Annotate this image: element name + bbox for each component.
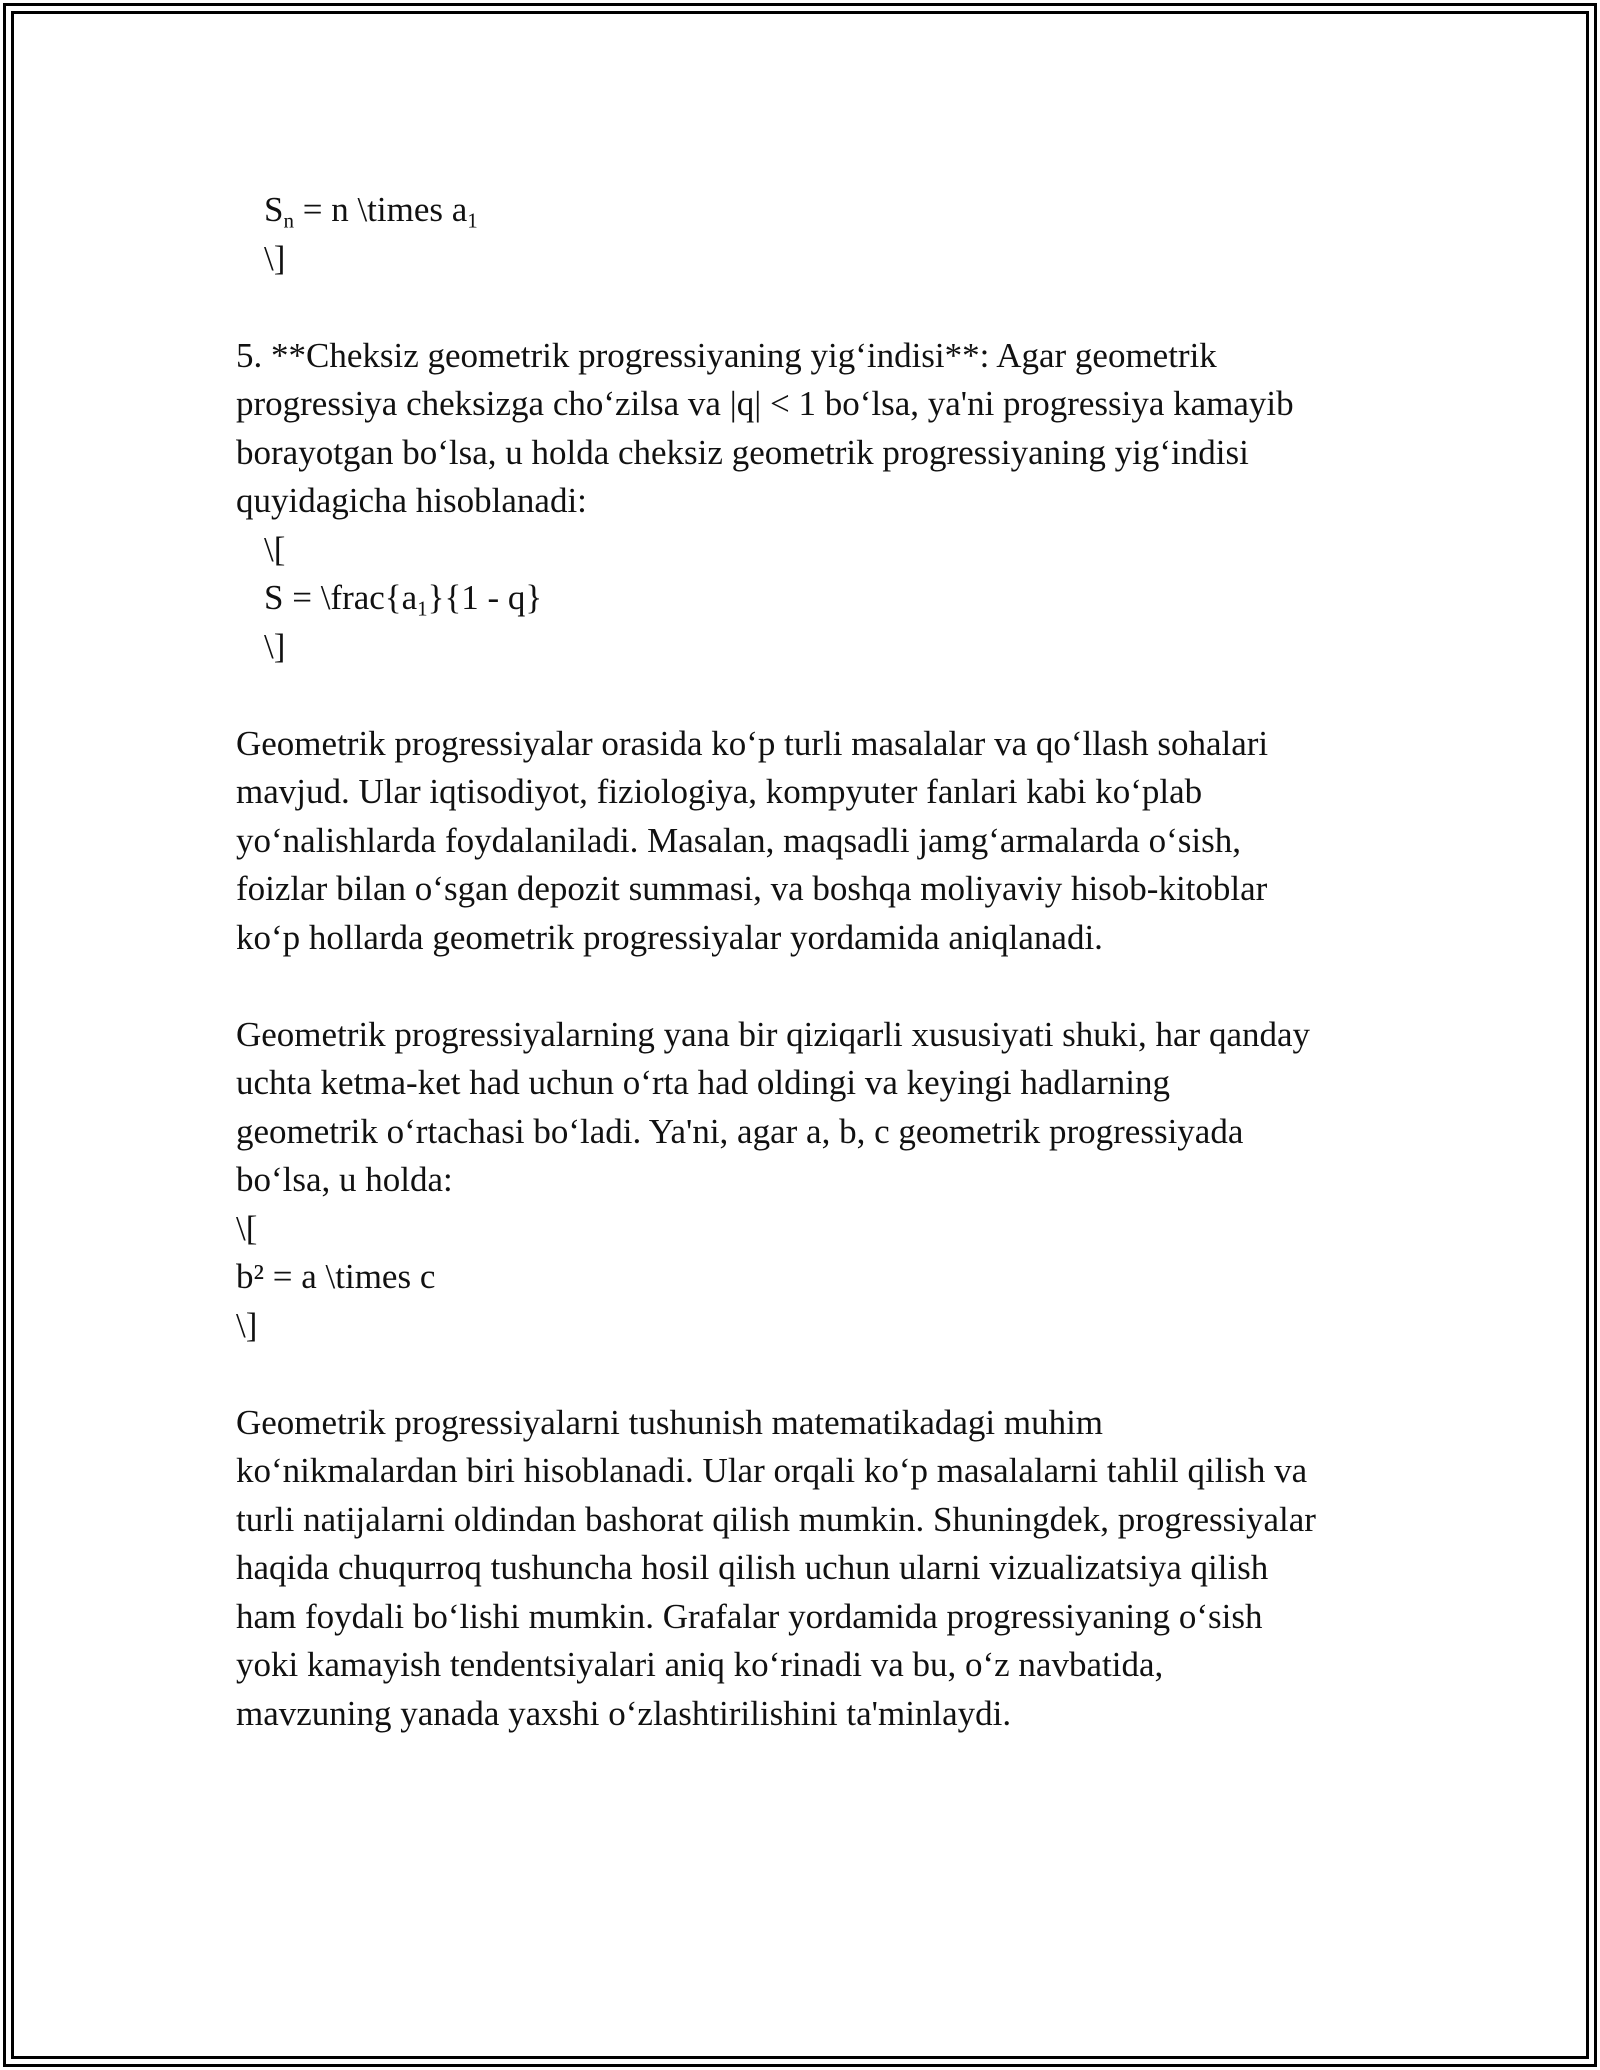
formula-mean: b² = a \times c xyxy=(236,1257,436,1296)
paragraph-line: ko‘nikmalardan biri hisoblanadi. Ular orqali ko‘p masalalarni tahlil qilish va xyxy=(236,1451,1308,1490)
item-5-line: quyidagicha hisoblanadi: xyxy=(236,481,587,520)
paragraph-line: mavjud. Ular iqtisodiyot, fiziologiya, kompyuter fanlari kabi ko‘plab xyxy=(236,772,1203,811)
formula-sn-body: = n \times a xyxy=(293,190,468,229)
paragraph-line: yoki kamayish tendentsiyalari aniq ko‘rinadi va bu, o‘z navbatida, xyxy=(236,1645,1164,1684)
document-body xyxy=(236,186,1386,1738)
spacer xyxy=(236,283,1386,332)
paragraph-line: foizlar bilan o‘sgan depozit summasi, va boshqa moliyaviy hisob-kitoblar xyxy=(236,869,1268,908)
item-5-formula-subscript: 1 xyxy=(417,596,428,621)
paragraph-geometric-mean xyxy=(236,1011,1386,1351)
item-5-formula-close: \] xyxy=(264,626,286,666)
formula-sn-a-subscript: 1 xyxy=(467,208,478,233)
item-5-line: 5. **Cheksiz geometrik progressiyaning yig‘indisi**: Agar geometrik xyxy=(236,335,1217,375)
paragraph-line: yo‘nalishlarda foydalaniladi. Masalan, maqsadli jamg‘armalarda o‘sish, xyxy=(236,820,1241,860)
paragraph-line: Geometrik progressiyalar orasida ko‘p turli masalalar va qo‘llash sohalari xyxy=(236,723,1269,763)
formula-sn-subscript: n xyxy=(283,208,294,233)
formula-sn-close: \] xyxy=(264,238,286,278)
item-5-formula-open: \[ xyxy=(264,529,286,569)
paragraph-line: mavzuning yanada yaxshi o‘zlashtirilishini ta'minlaydi. xyxy=(236,1693,1012,1733)
paragraph-line: ham foydali bo‘lishi mumkin. Grafalar yordamida progressiyaning o‘sish xyxy=(236,1596,1263,1636)
paragraph-line: ko‘p hollarda geometrik progressiyalar yordamida aniqlanadi. xyxy=(236,917,1103,957)
item-5 xyxy=(236,332,1386,672)
paragraph-line: bo‘lsa, u holda: xyxy=(236,1160,453,1199)
spacer xyxy=(236,671,1386,720)
paragraph-line: Geometrik progressiyalarning yana bir qiziqarli xususiyati shuki, har qanday xyxy=(236,1014,1311,1054)
formula-sn-symbol: S xyxy=(264,190,284,229)
paragraph-line: Geometrik progressiyalarni tushunish matematikadagi muhim xyxy=(236,1402,1104,1442)
paragraph-line: turli natijalarni oldindan bashorat qilish mumkin. Shuningdek, progressiyalar xyxy=(236,1499,1316,1539)
spacer xyxy=(236,962,1386,1011)
item-5-line: borayotgan bo‘lsa, u holda cheksiz geometrik progressiyaning yig‘indisi xyxy=(236,432,1249,472)
item-5-formula xyxy=(236,574,1386,623)
item-5-formula-pre: S = \frac{a xyxy=(264,578,418,617)
paragraph-applications xyxy=(236,720,1386,963)
paragraph-line: uchta ketma-ket had uchun o‘rta had oldingi va keyingi hadlarning xyxy=(236,1063,1171,1102)
formula-mean-open: \[ xyxy=(236,1208,258,1248)
paragraph-conclusion xyxy=(236,1399,1386,1739)
item-5-formula-post: }{1 - q} xyxy=(427,578,543,617)
paragraph-line: geometrik o‘rtachasi bo‘ladi. Ya'ni, agar a, b, c geometrik progressiyada xyxy=(236,1111,1244,1151)
paragraph-line: haqida chuqurroq tushuncha hosil qilish uchun ularni vizualizatsiya qilish xyxy=(236,1548,1269,1587)
formula-sn xyxy=(236,186,1386,235)
item-5-line: progressiya cheksizga cho‘zilsa va |q| < 1 bo‘lsa, ya'ni progressiya kamayib xyxy=(236,384,1294,423)
formula-mean-close: \] xyxy=(236,1305,258,1345)
spacer xyxy=(236,1350,1386,1399)
